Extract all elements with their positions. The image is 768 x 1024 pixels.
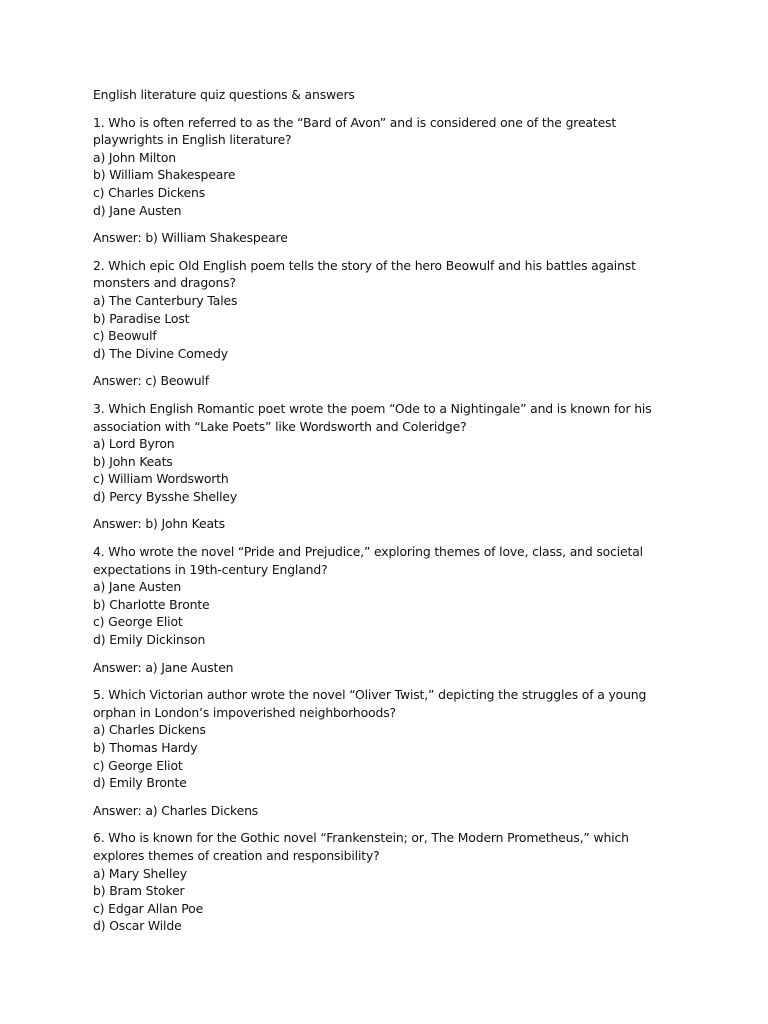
question-text: 5. Which Victorian author wrote the novel “Oliver Twist,” depicting the struggles of a young orphan in London’s impoverished neighborhoods? xyxy=(93,687,647,720)
option-b: b) Charlotte Bronte xyxy=(93,596,210,612)
option-d: d) Emily Dickinson xyxy=(93,632,206,648)
option-c: c) Beowulf xyxy=(93,328,157,344)
question-block xyxy=(93,829,678,935)
option-list xyxy=(93,865,678,935)
option-list xyxy=(93,149,678,219)
question-text: 6. Who is known for the Gothic novel “Frankenstein; or, The Modern Prometheus,” which explores themes of creation and responsibility? xyxy=(93,830,629,863)
option-c: c) George Eliot xyxy=(93,614,183,630)
answer-line: Answer: b) William Shakespeare xyxy=(93,230,288,246)
option-list xyxy=(93,578,678,648)
option-list xyxy=(93,435,678,505)
option-d: d) Oscar Wilde xyxy=(93,918,182,934)
question-text: 2. Which epic Old English poem tells the story of the hero Beowulf and his battles against monsters and dragons? xyxy=(93,257,636,291)
question-block xyxy=(93,686,678,792)
document-body xyxy=(93,86,678,945)
option-c: c) Edgar Allan Poe xyxy=(93,900,204,916)
question-block xyxy=(93,114,678,220)
option-d: d) Percy Bysshe Shelley xyxy=(93,488,238,504)
option-b: b) John Keats xyxy=(93,453,173,469)
question-text: 3. Which English Romantic poet wrote the poem “Ode to a Nightingale” and is known for his association with “Lake Poets” like Wordsworth and Coleridge? xyxy=(93,400,652,434)
option-a: a) John Milton xyxy=(93,149,177,165)
option-list xyxy=(93,721,678,791)
question-block xyxy=(93,257,678,363)
question-text: 1. Who is often referred to as the “Bard of Avon” and is considered one of the greatest playwrights in English literature? xyxy=(93,114,617,148)
option-a: a) Lord Byron xyxy=(93,436,175,452)
answer-line: Answer: c) Beowulf xyxy=(93,373,209,389)
option-a: a) Mary Shelley xyxy=(93,865,187,881)
answer-line: Answer: b) John Keats xyxy=(93,516,225,532)
option-d: d) Jane Austen xyxy=(93,202,182,218)
option-list xyxy=(93,292,678,362)
option-c: c) George Eliot xyxy=(93,757,183,773)
option-b: b) William Shakespeare xyxy=(93,167,236,183)
option-a: a) Charles Dickens xyxy=(93,722,206,738)
option-b: b) Thomas Hardy xyxy=(93,740,198,755)
question-block xyxy=(93,543,678,649)
option-b: b) Paradise Lost xyxy=(93,310,190,326)
option-c: c) William Wordsworth xyxy=(93,471,229,487)
option-b: b) Bram Stoker xyxy=(93,883,185,899)
option-a: a) The Canterbury Tales xyxy=(93,292,238,308)
option-d: d) Emily Bronte xyxy=(93,775,187,791)
option-a: a) Jane Austen xyxy=(93,579,182,595)
answer-line: Answer: a) Jane Austen xyxy=(93,659,234,675)
document-title: English literature quiz questions & answers xyxy=(93,87,355,102)
question-text: 4. Who wrote the novel “Pride and Prejudice,” exploring themes of love, class, and societal expectations in 19th-century England? xyxy=(93,544,643,577)
question-block xyxy=(93,400,678,506)
option-c: c) Charles Dickens xyxy=(93,184,205,200)
option-d: d) The Divine Comedy xyxy=(93,345,228,361)
answer-line: Answer: a) Charles Dickens xyxy=(93,802,259,818)
